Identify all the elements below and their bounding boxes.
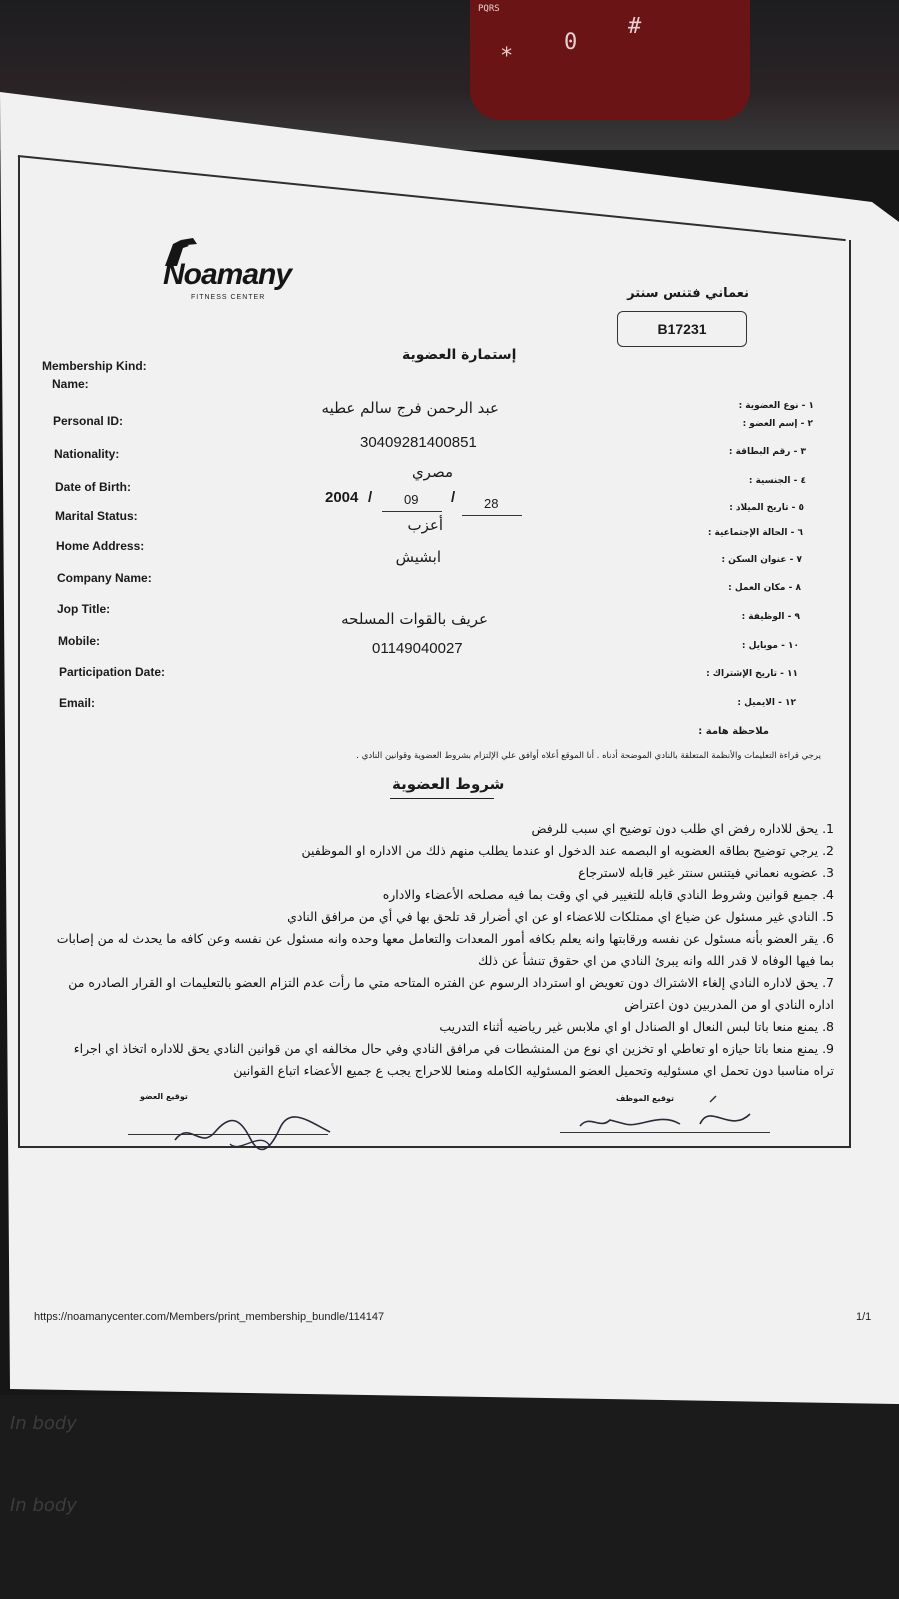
label-nationality: Nationality:: [54, 447, 120, 461]
background-bottom: [0, 1395, 899, 1599]
center-name-arabic: نعماني فتنس سنتر: [627, 286, 749, 301]
scale-label-1: In body: [10, 1413, 77, 1434]
value-mobile: 01149040027: [372, 640, 463, 657]
note-text: يرجي قراءة التعليمات والأنظمة المتعلقة بالنادي الموضحة أدناه . أنا الموقع أعلاه أوافق علي الإلتزام بشروط العضوية وقوانين النادي .: [356, 751, 821, 761]
terms-title: شروط العضوية: [392, 775, 505, 793]
value-job-title: عريف بالقوات المسلحه: [341, 610, 488, 628]
term-item: 9. يمنع منعا باتا حيازه او تعاطي او تخزين اي نوع من المنشطات في مرافق النادي وفي حال مخالفه اي من قوانين النادي يحق للاداره اتخاذ اي اجراء تراه مناسبا دون تحمل اي مسئوليه وتحميل العضو المسئوليه الكامله ومنعا للاحراج يجب ع جميع الأعضاء اتباع القوانين: [73, 1041, 834, 1078]
keypad-zero: 0: [564, 30, 578, 55]
dob-day: 28: [484, 496, 499, 511]
paper-sheet: [0, 92, 899, 1404]
frame-bottom: [18, 1146, 851, 1148]
term-item: 7. يحق لاداره النادي إلغاء الاشتراك دون تعويض او استرداد الرسوم عن الفتره المتاحه متي ما رأت عدم التزام العضو بالتعليمات او القرار الصادره من اداره النادي او من المدربين دون اعتراض: [68, 975, 834, 1012]
dob-sep-2: /: [451, 489, 456, 506]
label-ar-name: ٢ - إسم العضو :: [742, 419, 813, 429]
label-company-name: Company Name:: [57, 571, 152, 585]
scale-label-2: In body: [10, 1495, 77, 1516]
member-signature-icon: [170, 1110, 340, 1154]
value-marital-status: أعزب: [407, 516, 443, 534]
term-item: 1. يحق للاداره رفض اي طلب دون توضيح اي سبب للرفض: [531, 821, 834, 836]
form-title: إستمارة العضوية: [402, 347, 517, 363]
staff-signature-label: توقيع الموظف: [616, 1094, 674, 1103]
frame-right: [849, 240, 851, 1148]
label-mobile: Mobile:: [58, 634, 100, 648]
label-ar-company-name: ٨ - مكان العمل :: [728, 583, 801, 593]
label-ar-date-of-birth: ٥ - تاريخ الميلاد :: [729, 503, 804, 513]
label-ar-home-address: ٧ - عنوان السكن :: [721, 555, 802, 565]
terms-title-underline: [390, 798, 494, 799]
label-home-address: Home Address:: [56, 539, 145, 553]
value-nationality: مصري: [411, 463, 453, 481]
keypad-hash: #: [628, 14, 642, 39]
label-date-of-birth: Date of Birth:: [55, 480, 131, 494]
terms-list: [54, 818, 834, 1082]
label-marital-status: Marital Status:: [55, 509, 138, 523]
label-name: Name:: [52, 377, 89, 391]
label-email: Email:: [59, 696, 96, 710]
label-ar-email: ١٢ - الايميل :: [737, 698, 796, 708]
logo-wordmark: Noamany: [163, 258, 292, 291]
footer-url: https://noamanycenter.com/Members/print_membership_bundle/114147: [34, 1311, 385, 1323]
phone-keypad: [470, 0, 750, 120]
label-ar-participation-date: ١١ - تاريخ الإشتراك :: [706, 669, 798, 679]
term-item: 4. جميع قوانين وشروط النادي قابله للتغيير في اي وقت بما فيه مصلحه الأعضاء والاداره: [382, 887, 834, 902]
term-item: 2. يرجي توضيح بطاقه العضويه او البصمه عند الدخول او عندما يطلب منهم ذلك من الاداره او الموظفين: [301, 843, 834, 858]
label-job-title: Jop Title:: [57, 602, 111, 616]
frame-left: [18, 156, 20, 1148]
footer-page-number: 1/1: [856, 1311, 872, 1323]
label-membership-kind: Membership Kind:: [42, 359, 147, 373]
label-ar-membership-kind: ١ - نوع العضوية :: [738, 401, 814, 411]
logo-subtitle: FITNESS CENTER: [191, 294, 266, 301]
label-ar-nationality: ٤ - الجنسية :: [748, 476, 806, 486]
label-ar-job-title: ٩ - الوظيفة :: [741, 612, 800, 622]
term-item: 5. النادي غير مسئول عن ضياع اي ممتلكات للاعضاء او عن اي أضرار قد تلحق بها في أي من مرافق النادي: [287, 909, 834, 924]
dob-month: 09: [404, 492, 419, 507]
center-logo: [163, 236, 292, 311]
label-ar-mobile: ١٠ - موبايل :: [741, 641, 799, 651]
label-participation-date: Participation Date:: [59, 665, 166, 679]
member-code: B17231: [657, 321, 707, 337]
term-item: 6. يقر العضو بأنه مسئول عن نفسه ورقابتها وانه يعلم بكافه أمور المعدات والتعامل معها وحده وانه مسئول عن نفسه وعن كافه ما يحدث له من إصابات بما فيها الوفاه لا قدر الله وانه يبرئ النادي من اي حقوق تنشأ عن ذلك: [56, 931, 834, 968]
label-ar-marital-status: ٦ - الحالة الإجتماعية :: [707, 528, 803, 538]
label-personal-id: Personal ID:: [53, 414, 124, 428]
term-item: 3. عضويه نعماني فيتنس سنتر غير قابله لاسترجاع: [578, 865, 834, 880]
note-heading: ملاحظة هامة :: [698, 726, 769, 737]
dob-day-line: [462, 515, 522, 516]
dob-sep-1: /: [368, 489, 373, 506]
term-item: 8. يمنع منعا باتا لبس النعال او الصنادل او اي ملابس غير رياضيه أثناء التدريب: [439, 1019, 834, 1034]
value-name: عبد الرحمن فرج سالم عطيه: [321, 399, 499, 417]
keypad-label: PQRS: [478, 4, 500, 14]
staff-signature-icon: [570, 1094, 770, 1140]
member-code-box: [617, 311, 747, 347]
value-home-address: ابشيش: [395, 548, 441, 566]
member-signature-label: توقيع العضو: [140, 1092, 188, 1101]
label-ar-personal-id: ٣ - رقم البطاقة :: [728, 447, 806, 457]
keypad-star: *: [500, 44, 514, 69]
dob-year: 2004: [325, 489, 359, 506]
dob-month-line: [382, 511, 442, 512]
value-personal-id: 30409281400851: [360, 434, 477, 451]
